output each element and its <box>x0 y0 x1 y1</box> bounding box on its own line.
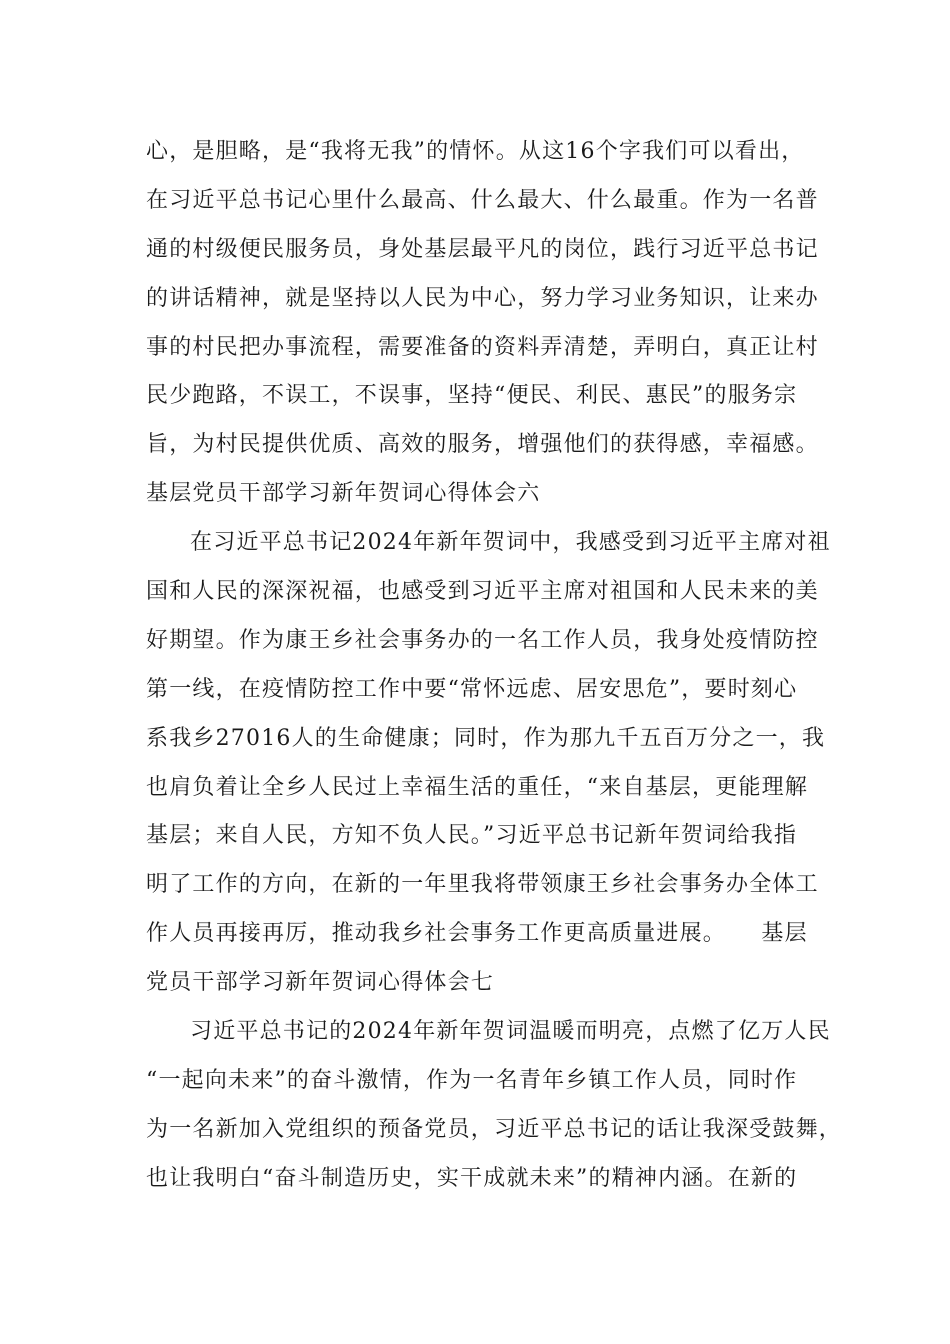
text-line: 通的村级便民服务员，身处基层最平凡的岗位，践行习近平总书记 <box>146 236 819 262</box>
text-line: 系我乡27016人的生命健康；同时，作为那九千五百万分之一，我 <box>146 725 826 751</box>
section-heading: 基层党员干部学习新年贺词心得体会六 <box>146 481 541 507</box>
text-line: 在习近平总书记2024年新年贺词中，我感受到习近平主席对祖 <box>190 530 831 556</box>
text-line: “一起向未来”的奋斗激情，作为一名青年乡镇工作人员，同时作 <box>146 1067 798 1093</box>
text-line: 习近平总书记的2024年新年贺词温暖而明亮，点燃了亿万人民 <box>190 1019 831 1045</box>
section-heading: 党员干部学习新年贺词心得体会七 <box>146 970 495 996</box>
text-line: 在习近平总书记心里什么最高、什么最大、什么最重。作为一名普 <box>146 187 819 213</box>
text-line: 第一线，在疫情防控工作中要“常怀远虑、居安思危”，要时刻心 <box>146 676 798 702</box>
text-line: 作人员再接再厉，推动我乡社会事务工作更高质量进展。 基层 <box>146 921 808 947</box>
text-line: 事的村民把办事流程，需要准备的资料弄清楚，弄明白，真正让村 <box>146 334 819 360</box>
text-line: 为一名新加入党组织的预备党员，习近平总书记的话让我深受鼓舞， <box>146 1116 843 1142</box>
text-line: 心，是胆略，是“我将无我”的情怀。从这16个字我们可以看出， <box>146 139 805 164</box>
text-line: 也让我明白“奋斗制造历史，实干成就未来”的精神内涵。在新的 <box>146 1165 798 1191</box>
text-line: 明了工作的方向，在新的一年里我将带领康王乡社会事务办全体工 <box>146 872 819 898</box>
text-line: 好期望。作为康王乡社会事务办的一名工作人员，我身处疫情防控 <box>146 627 819 653</box>
text-line: 也肩负着让全乡人民过上幸福生活的重任，“来自基层，更能理解 <box>146 774 809 800</box>
text-line: 基层；来自人民，方知不负人民。”习近平总书记新年贺词给我指 <box>146 823 798 849</box>
text-line: 国和人民的深深祝福，也感受到习近平主席对祖国和人民未来的美 <box>146 579 819 605</box>
text-line: 民少跑路，不误工，不误事，坚持“便民、利民、惠民”的服务宗 <box>146 383 798 409</box>
text-line: 的讲话精神，就是坚持以人民为中心，努力学习业务知识，让来办 <box>146 285 819 311</box>
document-body <box>146 128 843 1204</box>
text-line: 旨，为村民提供优质、高效的服务，增强他们的获得感，幸福感。 <box>146 432 819 458</box>
